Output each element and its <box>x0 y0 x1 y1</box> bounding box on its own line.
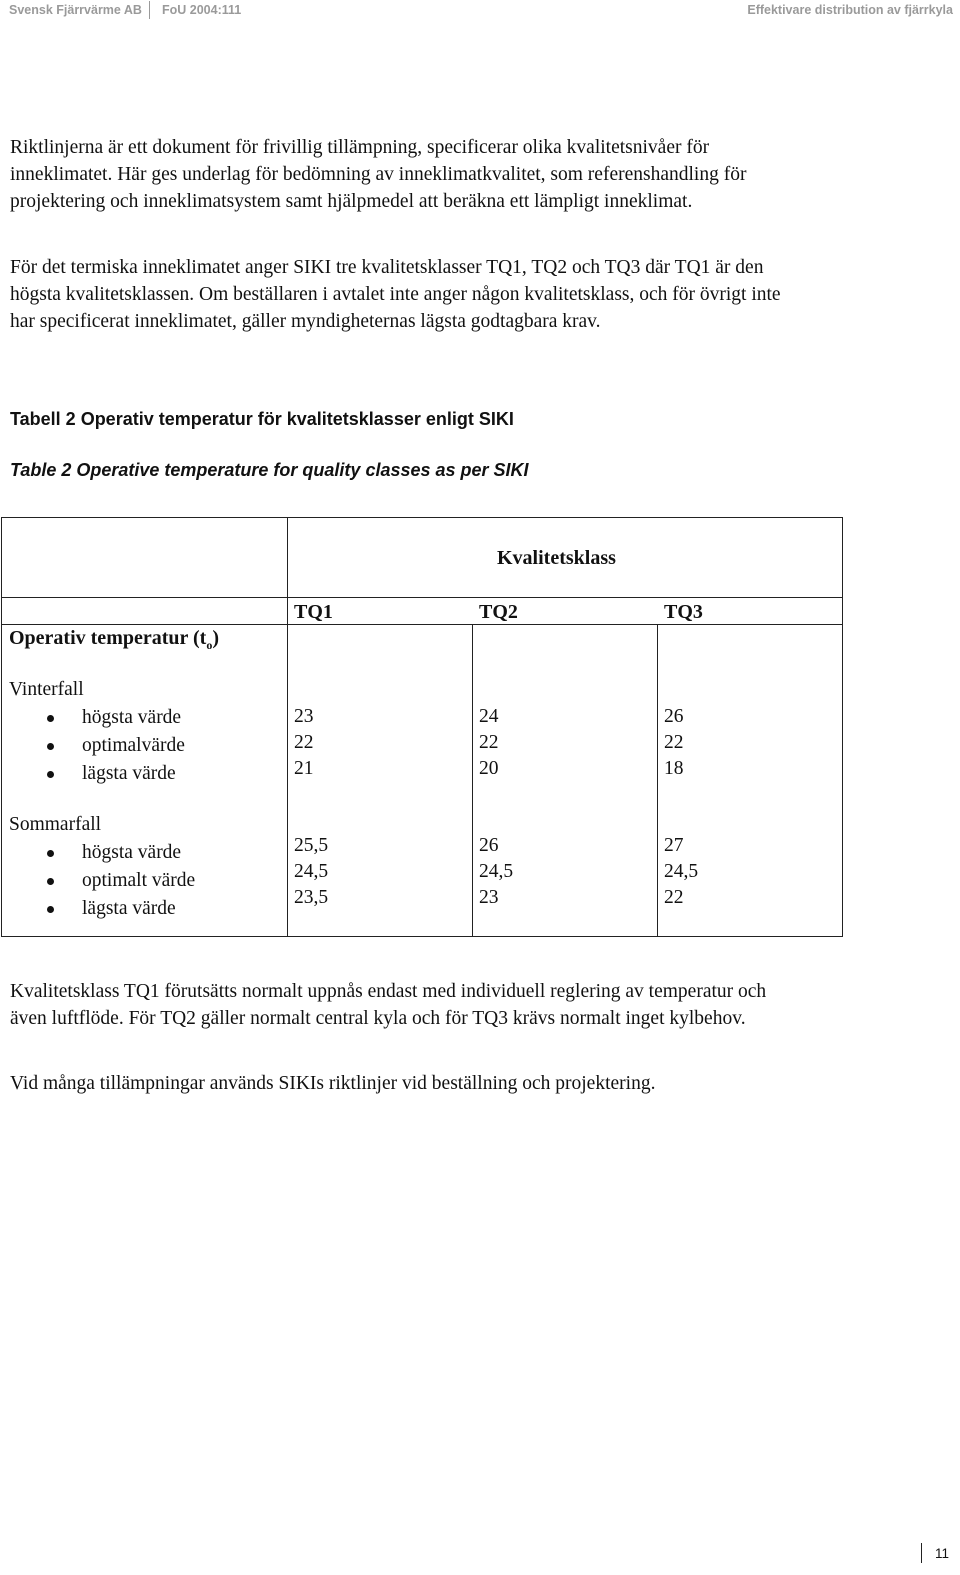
value-cell: 22 <box>294 732 314 753</box>
list-item: optimalvärde <box>9 732 185 760</box>
paragraph-1: Riktlinjerna är ett dokument för frivillig tillämpning, specificerar olika kvalitetsnivåer för inneklimatet. Här ges underlag för bedömning av inneklimatkvalitet, som referenshandling för projektering och inneklimatsystem samt hjälpmedel att beräkna ett lämpligt inneklimat. <box>10 137 747 212</box>
value-cell: 18 <box>664 758 684 779</box>
table-divider-row1 <box>1 597 843 598</box>
value-cell: 22 <box>664 732 684 753</box>
summer-items-list <box>9 839 195 923</box>
value-cell: 25,5 <box>294 835 329 856</box>
value-cell: 26 <box>664 706 684 727</box>
list-item: högsta värde <box>9 839 195 867</box>
table-caption-english: Table 2 Operative temperature for quality classes as per SIKI <box>10 460 529 480</box>
value-cell: 22 <box>664 887 684 908</box>
bullet-icon <box>47 878 54 885</box>
page-number: 11 <box>935 1546 950 1561</box>
list-item: lägsta värde <box>9 895 195 923</box>
bullet-icon <box>47 715 54 722</box>
temperature-table <box>1 517 843 937</box>
list-item: högsta värde <box>9 704 185 732</box>
header-document-title: Effektivare distribution av fjärrkyla <box>747 3 953 17</box>
running-header <box>0 0 960 22</box>
header-company: Svensk Fjärrvärme AB <box>9 3 142 17</box>
summer-values-tq1 <box>294 833 328 911</box>
quality-class-header: Kvalitetsklass <box>497 547 616 569</box>
paragraph-3: Kvalitetsklass TQ1 förutsätts normalt uppnås endast med individuell reglering av temperatur och även luftflöde. För TQ2 gäller normalt central kyla och för TQ3 krävs normalt inget kylbehov. <box>10 981 767 1029</box>
table-border-right <box>842 517 843 937</box>
bullet-icon <box>47 850 54 857</box>
table-divider-col2 <box>472 624 473 937</box>
bullet-icon <box>47 771 54 778</box>
list-item: optimalt värde <box>9 867 195 895</box>
summer-case-label: Sommarfall <box>9 814 102 835</box>
paragraph-4: Vid många tillämpningar används SIKIs riktlinjer vid beställning och projektering. <box>10 1073 656 1094</box>
operative-temperature-header: Operativ temperatur $(t_o)$ <box>9 627 220 652</box>
value-cell: 24,5 <box>294 861 329 882</box>
list-item: lägsta värde <box>9 760 185 788</box>
value-cell: 24,5 <box>479 861 514 882</box>
header-divider <box>149 1 150 19</box>
winter-values-tq1 <box>294 704 314 782</box>
table-divider-col3 <box>657 624 658 937</box>
class-header-tq3: TQ3 <box>664 601 703 623</box>
winter-values-tq2 <box>479 704 499 782</box>
table-border-top <box>1 517 843 518</box>
table-border-left <box>1 517 2 937</box>
value-cell: 27 <box>664 835 684 856</box>
bullet-icon <box>47 743 54 750</box>
class-header-tq2: TQ2 <box>479 601 518 623</box>
bullet-icon <box>47 906 54 913</box>
header-report-number: FoU 2004:111 <box>162 3 242 17</box>
class-header-tq1: TQ1 <box>294 601 333 623</box>
winter-items-list <box>9 704 185 788</box>
value-cell: 24,5 <box>664 861 699 882</box>
value-cell: 21 <box>294 758 314 779</box>
value-cell: 23,5 <box>294 887 329 908</box>
winter-case-label: Vinterfall <box>9 679 84 700</box>
table-border-bottom <box>1 936 843 937</box>
page-number-divider <box>921 1543 922 1563</box>
value-cell: 26 <box>479 835 499 856</box>
table-caption-swedish: Tabell 2 Operativ temperatur för kvalitetsklasser enligt SIKI <box>10 409 514 429</box>
summer-values-tq2 <box>479 833 513 911</box>
paragraph-2: För det termiska inneklimatet anger SIKI tre kvalitetsklasser TQ1, TQ2 och TQ3 där TQ1 är den högsta kvalitetsklassen. Om beställaren i avtalet inte anger någon kvalitetsklass, och för övrigt inte har specificerat inneklimatet, gäller myndigheternas lägsta godtagbara krav. <box>10 257 781 332</box>
summer-values-tq3 <box>664 833 698 911</box>
value-cell: 20 <box>479 758 499 779</box>
value-cell: 22 <box>479 732 499 753</box>
winter-values-tq3 <box>664 704 684 782</box>
value-cell: 23 <box>479 887 499 908</box>
value-cell: 24 <box>479 706 499 727</box>
table-divider-col1 <box>287 517 288 937</box>
value-cell: 23 <box>294 706 314 727</box>
